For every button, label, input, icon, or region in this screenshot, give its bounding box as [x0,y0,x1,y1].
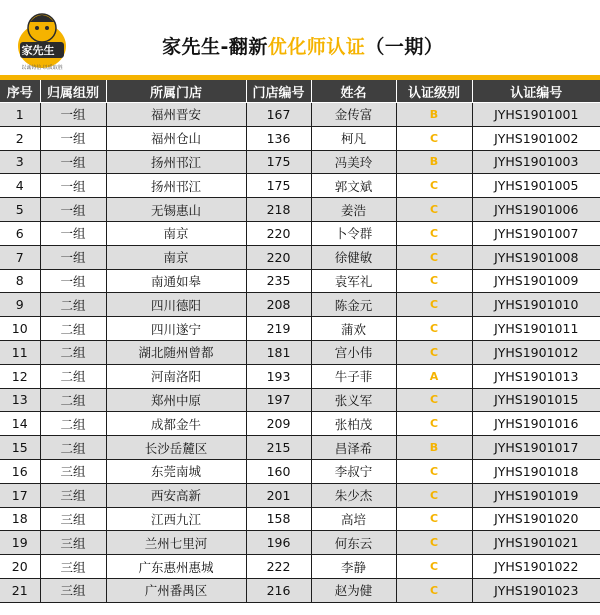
cell-level: A [396,364,472,388]
cell-store: 长沙岳麓区 [106,436,246,460]
cell-group: 一组 [40,245,106,269]
cell-name: 高培 [311,507,396,531]
cell-index: 11 [0,340,40,364]
cell-cert-no: JYHS1901020 [472,507,600,531]
cell-cert-no: JYHS1901006 [472,198,600,222]
cell-name: 张义军 [311,388,396,412]
cell-name: 昌泽希 [311,436,396,460]
cell-store: 江西九江 [106,507,246,531]
cell-group: 二组 [40,412,106,436]
cell-store: 四川德阳 [106,293,246,317]
title-prefix: 家先生-翻新 [162,36,268,58]
table-row [0,126,600,150]
cell-level: C [396,174,472,198]
table-row [0,531,600,555]
cell-store: 广州番禺区 [106,578,246,602]
cell-index: 6 [0,221,40,245]
cell-store-no: 215 [246,436,311,460]
cell-index: 12 [0,364,40,388]
cell-store: 东莞南城 [106,459,246,483]
cell-name: 张柏茂 [311,412,396,436]
cell-level: C [396,269,472,293]
cell-name: 何东云 [311,531,396,555]
cell-level: B [396,150,472,174]
cell-name: 郭文斌 [311,174,396,198]
cell-group: 二组 [40,388,106,412]
cell-group: 一组 [40,269,106,293]
cell-level: C [396,221,472,245]
cell-name: 赵为健 [311,578,396,602]
cell-store: 福州晋安 [106,103,246,127]
table-row [0,317,600,341]
table-row [0,578,600,602]
table-row [0,412,600,436]
cell-group: 一组 [40,198,106,222]
cell-store: 湖北随州曾都 [106,340,246,364]
cell-index: 20 [0,555,40,579]
cell-name: 卜令群 [311,221,396,245]
logo-text: 家先生 [21,44,55,57]
cell-cert-no: JYHS1901001 [472,103,600,127]
cell-cert-no: JYHS1901015 [472,388,600,412]
cell-level: C [396,388,472,412]
table-row [0,483,600,507]
cell-name: 牛子菲 [311,364,396,388]
cell-store-no: 220 [246,221,311,245]
cell-level: C [396,126,472,150]
cell-store: 兰州七里河 [106,531,246,555]
table-row [0,436,600,460]
column-header-group: 归属组别 [40,80,106,103]
cell-group: 三组 [40,531,106,555]
cell-group: 二组 [40,364,106,388]
cell-cert-no: JYHS1901010 [472,293,600,317]
cell-store-no: 196 [246,531,311,555]
cell-index: 10 [0,317,40,341]
cell-level: C [396,293,472,317]
cell-store-no: 193 [246,364,311,388]
cell-group: 二组 [40,436,106,460]
certification-table [0,80,600,603]
cell-index: 7 [0,245,40,269]
cell-store-no: 175 [246,174,311,198]
cell-index: 17 [0,483,40,507]
cell-group: 三组 [40,483,106,507]
cell-name: 宫小伟 [311,340,396,364]
cell-store: 扬州邗江 [106,174,246,198]
cell-index: 1 [0,103,40,127]
cell-index: 19 [0,531,40,555]
cell-cert-no: JYHS1901005 [472,174,600,198]
table-row [0,221,600,245]
cell-index: 3 [0,150,40,174]
cell-cert-no: JYHS1901019 [472,483,600,507]
cell-store-no: 160 [246,459,311,483]
column-header-store-no: 门店编号 [246,80,311,103]
cell-cert-no: JYHS1901007 [472,221,600,245]
title-highlight: 优化师认证 [267,36,366,58]
table-row [0,507,600,531]
cell-cert-no: JYHS1901018 [472,459,600,483]
table-row [0,150,600,174]
cell-store-no: 201 [246,483,311,507]
cell-name: 冯美玲 [311,150,396,174]
cell-level: C [396,198,472,222]
cell-name: 李叔宁 [311,459,396,483]
cell-level: C [396,507,472,531]
column-header-level: 认证级别 [396,80,472,103]
cell-group: 一组 [40,126,106,150]
cell-cert-no: JYHS1901013 [472,364,600,388]
cell-name: 蒲欢 [311,317,396,341]
cell-cert-no: JYHS1901017 [472,436,600,460]
cell-store: 广东惠州惠城 [106,555,246,579]
cell-store-no: 209 [246,412,311,436]
table-row [0,103,600,127]
page-title [162,32,443,59]
column-header-store: 所属门店 [106,80,246,103]
table-row [0,459,600,483]
cell-name: 李静 [311,555,396,579]
cell-name: 朱少杰 [311,483,396,507]
cell-index: 16 [0,459,40,483]
cell-cert-no: JYHS1901016 [472,412,600,436]
cell-store: 四川遂宁 [106,317,246,341]
cell-store-no: 197 [246,388,311,412]
cell-level: C [396,340,472,364]
cell-level: B [396,103,472,127]
cell-group: 三组 [40,459,106,483]
cell-name: 金传富 [311,103,396,127]
cell-group: 一组 [40,103,106,127]
table-header-row [0,80,600,103]
brand-logo [14,6,70,72]
cell-store-no: 222 [246,555,311,579]
cell-cert-no: JYHS1901011 [472,317,600,341]
table-row [0,364,600,388]
cell-index: 14 [0,412,40,436]
column-header-cert-no: 认证编号 [472,80,600,103]
mascot-logo-icon [14,6,70,72]
cell-cert-no: JYHS1901022 [472,555,600,579]
logo-caption: 以诚铸信·以质取胜 [21,65,63,71]
cell-store-no: 167 [246,103,311,127]
cell-cert-no: JYHS1901003 [472,150,600,174]
table-row [0,269,600,293]
cell-cert-no: JYHS1901008 [472,245,600,269]
cell-store: 南京 [106,245,246,269]
cell-group: 三组 [40,507,106,531]
cell-level: C [396,412,472,436]
cell-group: 二组 [40,317,106,341]
cell-cert-no: JYHS1901012 [472,340,600,364]
cell-group: 一组 [40,174,106,198]
cell-cert-no: JYHS1901023 [472,578,600,602]
cell-name: 徐健敏 [311,245,396,269]
table-row [0,340,600,364]
cell-index: 13 [0,388,40,412]
cell-level: C [396,245,472,269]
cell-group: 三组 [40,555,106,579]
cell-level: C [396,531,472,555]
cell-store: 成都金牛 [106,412,246,436]
cell-group: 三组 [40,578,106,602]
cell-store-no: 220 [246,245,311,269]
cell-cert-no: JYHS1901002 [472,126,600,150]
cell-store-no: 136 [246,126,311,150]
cell-store-no: 181 [246,340,311,364]
cell-level: C [396,555,472,579]
table-row [0,198,600,222]
cell-store-no: 158 [246,507,311,531]
cell-index: 5 [0,198,40,222]
cell-level: C [396,317,472,341]
cell-level: C [396,483,472,507]
table-row [0,555,600,579]
cell-store: 南京 [106,221,246,245]
cell-level: C [396,578,472,602]
cell-cert-no: JYHS1901021 [472,531,600,555]
column-header-index: 序号 [0,80,40,103]
title-suffix: （一期） [365,36,444,58]
table-row [0,245,600,269]
cell-index: 21 [0,578,40,602]
cell-store: 南通如皋 [106,269,246,293]
table-row [0,293,600,317]
cell-name: 袁军礼 [311,269,396,293]
cell-store: 无锡惠山 [106,198,246,222]
cell-index: 18 [0,507,40,531]
cell-group: 一组 [40,150,106,174]
cell-group: 一组 [40,221,106,245]
cell-name: 姜浩 [311,198,396,222]
cell-index: 9 [0,293,40,317]
cell-index: 4 [0,174,40,198]
cell-store: 河南洛阳 [106,364,246,388]
cell-index: 8 [0,269,40,293]
cell-group: 二组 [40,340,106,364]
cell-store-no: 218 [246,198,311,222]
cell-store: 郑州中原 [106,388,246,412]
cell-store-no: 235 [246,269,311,293]
cell-store-no: 175 [246,150,311,174]
cell-name: 陈金元 [311,293,396,317]
cell-store-no: 216 [246,578,311,602]
cell-store: 福州仓山 [106,126,246,150]
cell-group: 二组 [40,293,106,317]
column-header-name: 姓名 [311,80,396,103]
cell-level: C [396,459,472,483]
cell-index: 2 [0,126,40,150]
cell-store: 西安高新 [106,483,246,507]
page-header [0,0,600,80]
cell-level: B [396,436,472,460]
cell-cert-no: JYHS1901009 [472,269,600,293]
cell-store-no: 208 [246,293,311,317]
cell-store: 扬州邗江 [106,150,246,174]
cell-store-no: 219 [246,317,311,341]
table-row [0,388,600,412]
cell-index: 15 [0,436,40,460]
table-row [0,174,600,198]
cell-name: 柯凡 [311,126,396,150]
